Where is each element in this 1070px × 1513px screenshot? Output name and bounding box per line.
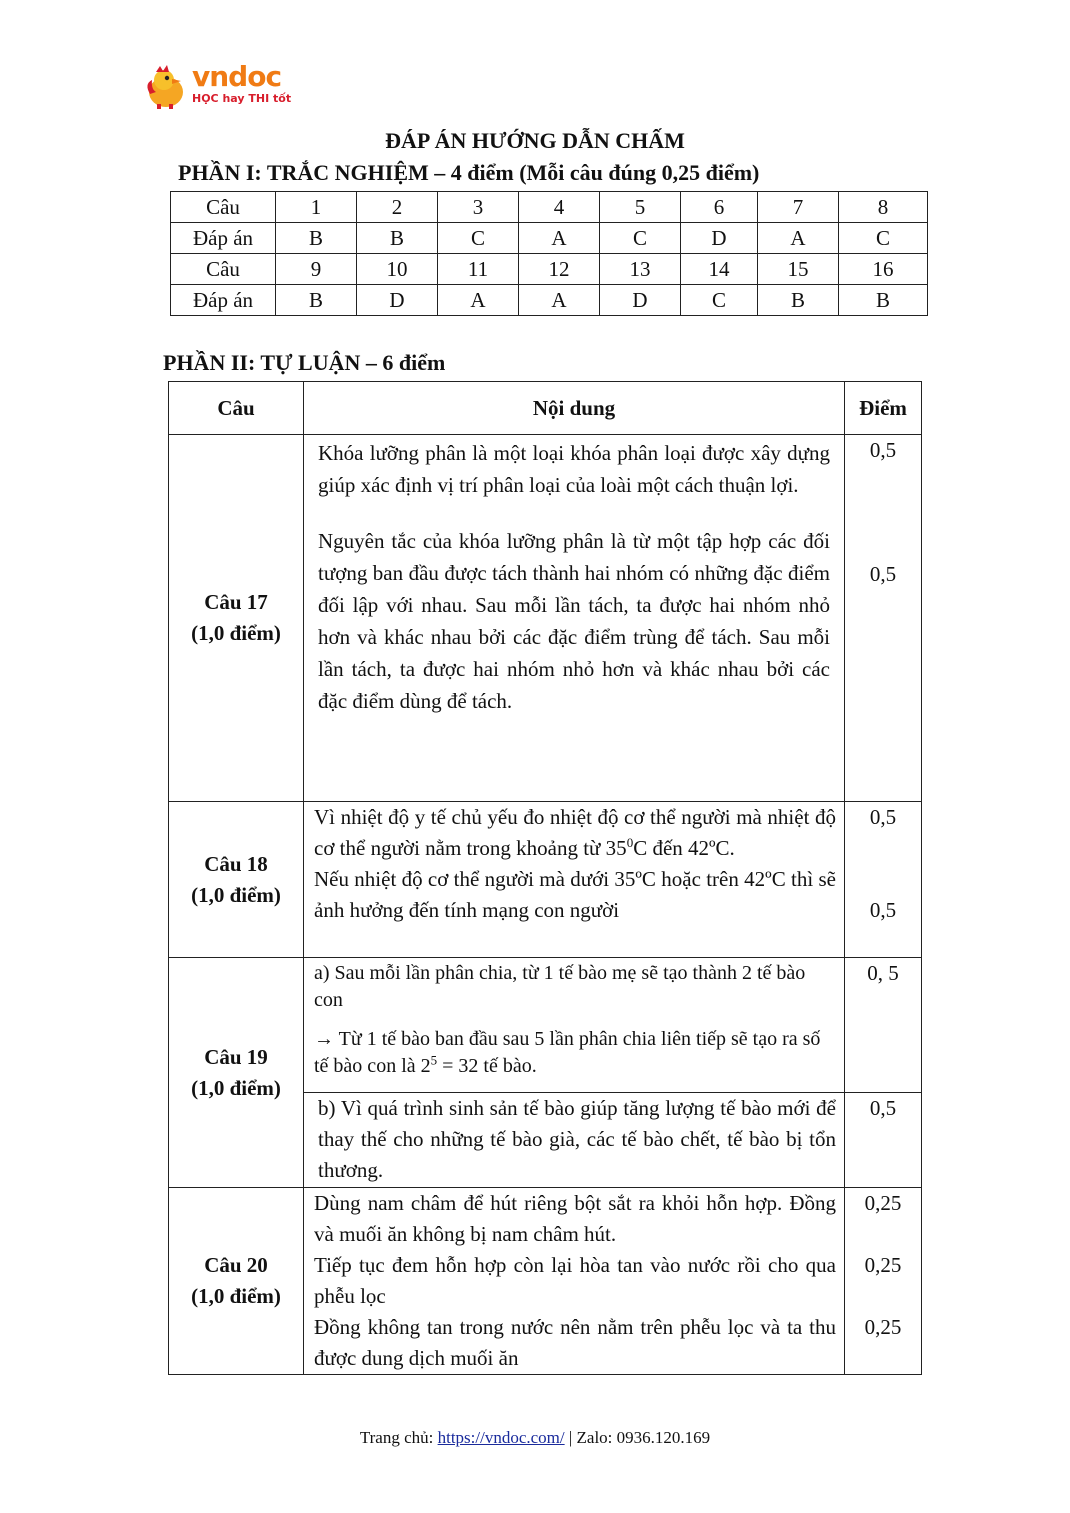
question-score: (1,0 điểm) <box>191 621 281 645</box>
logo-brand-text: vndoc <box>192 60 282 93</box>
table-cell: 12 <box>519 254 600 285</box>
table-cell: C <box>600 223 681 254</box>
answer-text-part: → Từ 1 tế bào ban đầu sau 5 lần phân chia liên tiếp sẽ tạo ra số tế bào con là 2 <box>314 1028 821 1077</box>
table-cell: A <box>438 285 519 316</box>
answer-text-part: = 32 tế bào. <box>437 1055 537 1077</box>
question-cell <box>169 802 304 958</box>
table-cell: B <box>357 223 438 254</box>
table-cell: D <box>600 285 681 316</box>
question-title: Câu 20 <box>204 1253 268 1277</box>
logo-tagline: HỌC hay THI tốt <box>192 92 292 105</box>
table-row <box>169 958 922 1093</box>
points-value: 0,25 <box>864 1315 902 1339</box>
table-cell: 2 <box>357 192 438 223</box>
points-value: 0,5 <box>869 438 897 462</box>
answer-content-cell <box>304 958 845 1093</box>
question-cell <box>169 958 304 1188</box>
answer-text: a) Sau mỗi lần phân chia, từ 1 tế bào mẹ sẽ tạo thành 2 tế bào con <box>314 962 806 1011</box>
table-cell: 10 <box>357 254 438 285</box>
answer-text: Đồng không tan trong nước nên nằm trên phễu lọc và ta thu được dung dịch muối ăn <box>314 1315 836 1370</box>
essay-table <box>168 381 922 1375</box>
footer-contact: | Zalo: 0936.120.169 <box>564 1428 711 1447</box>
table-cell: 16 <box>839 254 928 285</box>
table-cell: 9 <box>276 254 357 285</box>
answer-content-cell <box>304 1093 845 1188</box>
row-label: Đáp án <box>171 223 276 254</box>
points-cell <box>845 802 922 958</box>
points-cell <box>845 958 922 1093</box>
table-cell: C <box>839 223 928 254</box>
question-title: Câu 19 <box>204 1044 268 1069</box>
table-cell: 4 <box>519 192 600 223</box>
table-cell: 11 <box>438 254 519 285</box>
table-cell: 8 <box>839 192 928 223</box>
answer-text: Nếu nhiệt độ cơ thể người mà dưới 35ºC hoặc trên 42ºC thì sẽ ảnh hưởng đến tính mạng con người <box>314 867 836 922</box>
answer-text <box>304 802 844 864</box>
question-title: Câu 18 <box>204 851 268 876</box>
column-header-content: Nội dung <box>304 382 845 435</box>
part1-heading: PHẦN I: TRẮC NGHIỆM – 4 điểm (Mỗi câu đúng 0,25 điểm) <box>178 160 760 185</box>
page-title: ĐÁP ÁN HƯỚNG DẪN CHẤM <box>385 128 685 153</box>
table-cell: D <box>357 285 438 316</box>
question-title: Câu 17 <box>204 590 268 614</box>
table-row <box>169 435 922 802</box>
row-label: Câu <box>171 254 276 285</box>
points-value: 0,5 <box>869 562 897 586</box>
points-value: 0,5 <box>869 1096 897 1120</box>
answer-content-cell <box>304 802 845 958</box>
homepage-link[interactable]: https://vndoc.com/ <box>437 1428 565 1447</box>
table-cell: A <box>519 223 600 254</box>
table-cell: 1 <box>276 192 357 223</box>
answer-text: Tiếp tục đem hỗn hợp còn lại hòa tan vào nước rồi cho qua phễu lọc <box>314 1253 836 1308</box>
page-footer <box>0 1428 1070 1448</box>
column-header-question: Câu <box>169 382 304 435</box>
superscript: 5 <box>430 1052 438 1068</box>
points-value: 0,5 <box>869 898 897 922</box>
table-row <box>171 223 928 254</box>
table-cell: C <box>681 285 758 316</box>
table-cell: A <box>758 223 839 254</box>
table-cell: C <box>438 223 519 254</box>
table-header-row <box>169 382 922 435</box>
column-header-points: Điểm <box>845 382 922 435</box>
answer-content-cell <box>304 1188 845 1375</box>
question-score: (1,0 điểm) <box>191 882 281 907</box>
part2-heading: PHẦN II: TỰ LUẬN – 6 điểm <box>163 350 446 375</box>
answer-text <box>304 1014 844 1080</box>
answer-text-part: C đến 42ºC. <box>633 836 735 860</box>
table-row <box>171 285 928 316</box>
table-cell: 5 <box>600 192 681 223</box>
superscript: 0 <box>626 835 634 850</box>
answer-text: b) Vì quá trình sinh sản tế bào giúp tăng lượng tế bào mới để thay thế cho những tế bào già, các tế bào chết, tế bào bị tổn thương. <box>318 1096 836 1182</box>
rooster-mascot-icon <box>142 64 190 110</box>
vndoc-logo[interactable] <box>142 62 292 112</box>
table-cell: B <box>839 285 928 316</box>
points-cell <box>845 1093 922 1188</box>
table-cell: B <box>758 285 839 316</box>
row-label: Đáp án <box>171 285 276 316</box>
question-score: (1,0 điểm) <box>191 1075 281 1100</box>
points-value: 0, 5 <box>867 961 899 985</box>
question-cell <box>169 435 304 802</box>
question-score: (1,0 điểm) <box>191 1284 281 1308</box>
table-cell: A <box>519 285 600 316</box>
question-cell <box>169 1188 304 1375</box>
multiple-choice-table <box>170 191 928 316</box>
table-row <box>171 192 928 223</box>
table-cell: 7 <box>758 192 839 223</box>
table-row <box>169 1188 922 1375</box>
answer-text: Dùng nam châm để hút riêng bột sắt ra khỏi hỗn hợp. Đồng và muối ăn không bị nam châm hút. <box>314 1191 836 1246</box>
points-value: 0,5 <box>869 805 897 829</box>
points-cell <box>845 1188 922 1375</box>
table-cell: B <box>276 223 357 254</box>
table-cell: B <box>276 285 357 316</box>
answer-text-part: Vì nhiệt độ y tế chủ yếu đo nhiệt độ cơ thể người mà nhiệt độ cơ thể người nằm trong khoảng từ 35 <box>314 805 836 860</box>
answer-text: Khóa lưỡng phân là một loại khóa phân loại được xây dựng giúp xác định vị trí phân loại của loài một cách thuận lợi. <box>318 441 830 497</box>
footer-prefix: Trang chủ: <box>359 1428 438 1447</box>
answer-content-cell <box>304 435 845 802</box>
table-cell: 6 <box>681 192 758 223</box>
table-cell: D <box>681 223 758 254</box>
table-row <box>169 802 922 958</box>
points-value: 0,25 <box>864 1253 902 1277</box>
table-cell: 3 <box>438 192 519 223</box>
row-label: Câu <box>171 192 276 223</box>
points-cell <box>845 435 922 802</box>
table-cell: 13 <box>600 254 681 285</box>
points-value: 0,25 <box>864 1191 902 1215</box>
answer-text: Nguyên tắc của khóa lưỡng phân là từ một tập hợp các đối tượng ban đầu được tách thành hai nhóm có những đặc điểm đối lập với nhau. Sau mỗi lần tách, ta được hai nhóm nhỏ hơn và khác nhau bởi các đặc điểm trùng để tách. Sau mỗi lần tách, ta được hai nhóm nhỏ hơn và khác nhau bởi các đặc điểm dùng để tách. <box>318 529 830 713</box>
table-cell: 15 <box>758 254 839 285</box>
table-cell: 14 <box>681 254 758 285</box>
table-row <box>171 254 928 285</box>
